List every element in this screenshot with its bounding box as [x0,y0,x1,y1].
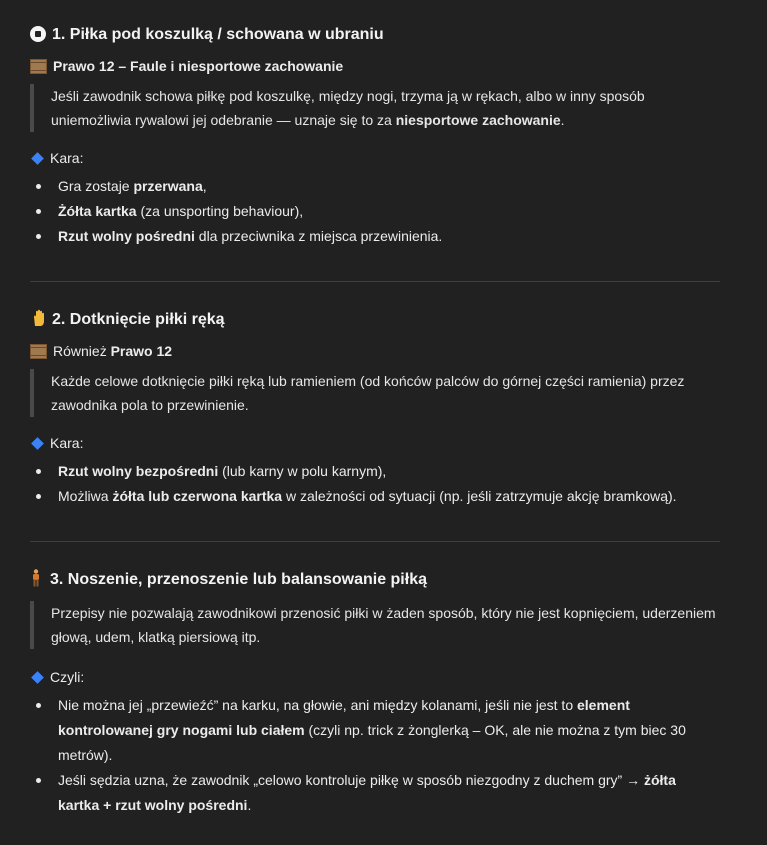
soccer-ball-icon [30,26,46,42]
law-reference: Również Prawo 12 [30,341,720,361]
blockquote: Jeśli zawodnik schowa piłkę pod koszulkę, między nogi, trzyma ją w rękach, albo w inny sposób uniemożliwia rywalowi jej odebranie — uznaje się to za niesportowe zachowanie. [30,84,720,132]
raised-hand-icon [30,309,48,327]
blue-diamond-icon [31,671,44,684]
penalty-label: Kara: [30,148,720,168]
section-2-heading: 2. Dotknięcie piłki ręką [30,309,720,331]
penalty-list [30,459,720,509]
section-1 [30,24,720,249]
divider [30,281,720,282]
list-item: Gra zostaje przerwana, [30,174,720,199]
list-item: Jeśli sędzia uzna, że zawodnik „celowo kontroluje piłkę w sposób niezgodny z duchem gry” → żółta kartka + rzut wolny pośredni. [30,768,720,818]
scroll-icon [30,59,47,74]
person-standing-icon [30,569,42,587]
penalty-list [30,174,720,249]
blockquote: Przepisy nie pozwalają zawodnikowi przenosić piłki w żaden sposób, który nie jest kopnięciem, uderzeniem głową, udem, klatką piersiową itp. [30,601,720,649]
summary-label: Czyli: [30,667,720,687]
blockquote: Każde celowe dotknięcie piłki ręką lub ramieniem (od końców palców do górnej części ramienia) przez zawodnika pola to przewinienie. [30,369,720,417]
list-item: Rzut wolny bezpośredni (lub karny w polu karnym), [30,459,720,484]
penalty-label: Kara: [30,433,720,453]
blue-diamond-icon [31,437,44,450]
blue-diamond-icon [31,152,44,165]
law-reference: Prawo 12 – Faule i niesportowe zachowanie [30,56,720,76]
section-1-heading: 1. Piłka pod koszulką / schowana w ubraniu [30,24,720,46]
list-item: Możliwa żółta lub czerwona kartka w zależności od sytuacji (np. jeśli zatrzymuje akcję bramkową). [30,484,720,509]
section-3-heading: 3. Noszenie, przenoszenie lub balansowanie piłką [30,569,720,591]
section-3 [30,569,720,818]
divider [30,541,720,542]
list-item: Rzut wolny pośredni dla przeciwnika z miejsca przewinienia. [30,224,720,249]
scroll-icon [30,344,47,359]
summary-list [30,693,720,818]
section-2 [30,309,720,509]
list-item: Nie można jej „przewieźć” na karku, na głowie, ani między kolanami, jeśli nie jest to element kontrolowanej gry nogami lub ciałem (czyli np. trick z żonglerką – OK, ale nie można z tym biec 30 metrów). [30,693,720,768]
list-item: Żółta kartka (za unsporting behaviour), [30,199,720,224]
